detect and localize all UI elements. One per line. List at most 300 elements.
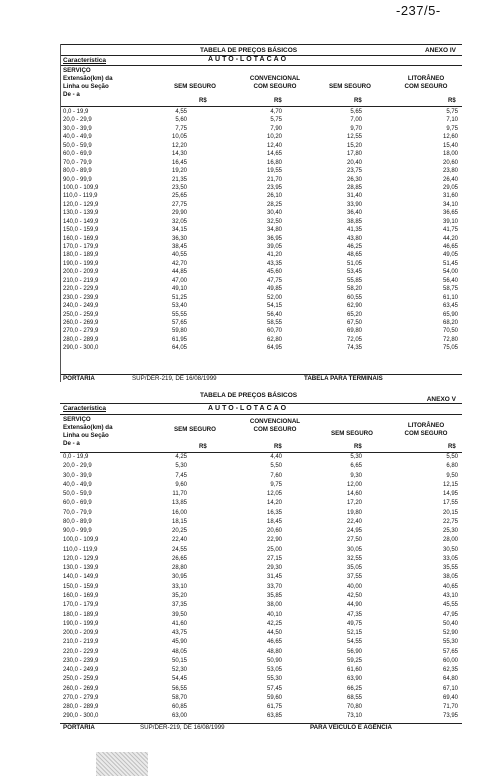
price-cell: 47,75 (266, 277, 282, 284)
price-cell: 33,05 (442, 555, 458, 562)
price-cell: 24,95 (346, 528, 362, 535)
price-cell: 5,50 (270, 463, 282, 470)
price-cell: 28,00 (442, 537, 458, 544)
price-cell: 32,50 (266, 218, 282, 225)
column-header-2 (235, 418, 315, 433)
price-cell: 56,40 (266, 311, 282, 318)
price-cell: 21,70 (266, 176, 282, 183)
table-row (60, 243, 462, 251)
price-cell: 25,30 (442, 528, 458, 535)
price-cell: 38,05 (442, 574, 458, 581)
price-cell: 50,15 (171, 657, 187, 664)
price-cell: 56,55 (171, 685, 187, 692)
price-cell: 6,80 (446, 463, 458, 470)
price-cell: 28,80 (171, 565, 187, 572)
price-cell: 70,50 (442, 328, 458, 335)
price-cell: 16,00 (171, 509, 187, 516)
price-cell: 34,10 (442, 201, 458, 208)
price-cell: 64,95 (266, 345, 282, 352)
range-cell: 290,0 - 300,0 (63, 345, 99, 352)
price-cell: 44,85 (171, 269, 187, 276)
table-row (60, 564, 462, 573)
price-cell: 5,30 (175, 463, 187, 470)
column-header-line1: SEM SEGURO (174, 426, 216, 433)
range-cell: 220,0 - 229,9 (63, 648, 99, 655)
price-cell: 7,45 (175, 472, 187, 479)
table-row (60, 125, 462, 133)
price-cell: 41,60 (171, 620, 187, 627)
price-cell: 28,85 (346, 184, 362, 191)
price-cell: 58,75 (442, 286, 458, 293)
price-cell: 60,00 (442, 657, 458, 664)
range-cell: 50,0 - 59,9 (63, 491, 92, 498)
currency-label-1: R$ (199, 444, 207, 450)
service-name: AUTO-LOTACAO (208, 56, 289, 63)
price-cell: 5,60 (175, 117, 187, 124)
price-cell: 33,10 (171, 583, 187, 590)
column-header-line2: COM SEGURO (253, 82, 297, 90)
currency-label-3: R$ (354, 98, 362, 104)
column-header-1 (155, 83, 235, 91)
table-row (60, 209, 462, 217)
page-number: -237/5- (396, 3, 441, 18)
price-cell: 17,80 (346, 151, 362, 158)
table-row (60, 108, 462, 116)
range-cell: 190,0 - 199,9 (63, 620, 99, 627)
price-cell: 68,20 (442, 319, 458, 326)
range-cell: 240,0 - 249,9 (63, 667, 99, 674)
table-row (60, 302, 462, 310)
table-row (60, 481, 462, 490)
table-row (60, 327, 462, 335)
price-cell: 31,60 (442, 193, 458, 200)
row-header-servico: SERVIÇO (63, 416, 91, 423)
price-cell: 63,00 (171, 713, 187, 720)
table-row (60, 277, 462, 285)
table-title: TABELA DE PREÇOS BÁSICOS (200, 392, 298, 399)
range-cell: 70,0 - 79,9 (63, 159, 92, 166)
table-row (60, 675, 462, 684)
service-rule (60, 65, 462, 66)
range-cell: 250,0 - 259,9 (63, 311, 99, 318)
table-row (60, 490, 462, 499)
price-cell: 14,30 (171, 151, 187, 158)
price-cell: 26,10 (266, 193, 282, 200)
price-cell: 55,30 (442, 639, 458, 646)
price-cell: 59,60 (266, 694, 282, 701)
table-row (60, 657, 462, 666)
price-cell: 53,45 (346, 269, 362, 276)
range-cell: 250,0 - 259,9 (63, 676, 99, 683)
price-cell: 58,20 (346, 286, 362, 293)
price-cell: 43,75 (171, 630, 187, 637)
price-cell: 13,85 (171, 500, 187, 507)
row-header-extensao: Extensão(km) da (63, 424, 113, 431)
table-row (60, 685, 462, 694)
price-cell: 64,80 (442, 676, 458, 683)
price-cell: 35,05 (346, 565, 362, 572)
price-cell: 10,20 (266, 134, 282, 141)
price-cell: 57,65 (171, 319, 187, 326)
price-cell: 34,15 (171, 227, 187, 234)
range-cell: 240,0 - 249,9 (63, 303, 99, 310)
column-header-2 (235, 75, 315, 90)
price-cell: 53,05 (266, 667, 282, 674)
price-cell: 65,20 (346, 311, 362, 318)
table-row (60, 601, 462, 610)
price-cell: 51,45 (442, 260, 458, 267)
row-header-servico: SERVIÇO (63, 67, 91, 74)
footer-right: TABELA PARA TERMINAIS (304, 375, 383, 382)
price-cell: 26,30 (346, 176, 362, 183)
table-row (60, 260, 462, 268)
range-cell: 190,0 - 199,9 (63, 260, 99, 267)
price-cell: 67,50 (346, 319, 362, 326)
column-header-line1: SEM SEGURO (331, 430, 373, 437)
price-cell: 5,75 (446, 109, 458, 115)
table-row (60, 235, 462, 243)
range-cell: 30,0 - 39,9 (63, 125, 92, 132)
price-cell: 74,35 (346, 345, 362, 352)
table-row (60, 611, 462, 620)
price-cell: 22,90 (266, 537, 282, 544)
price-cell: 7,00 (350, 117, 362, 124)
price-cell: 15,40 (442, 142, 458, 149)
price-cell: 31,45 (266, 574, 282, 581)
range-cell: 230,0 - 239,9 (63, 294, 99, 301)
price-cell: 30,05 (346, 546, 362, 553)
price-cell: 48,65 (346, 252, 362, 259)
range-cell: 270,0 - 279,9 (63, 328, 99, 335)
table-row (60, 116, 462, 124)
footer-middle: SUP/DER-219, DE 16/08/1999 (140, 724, 225, 731)
price-cell: 41,20 (266, 252, 282, 259)
footer-left: PORTARIA (63, 375, 95, 382)
table-row (60, 536, 462, 545)
price-cell: 29,90 (171, 210, 187, 217)
price-cell: 49,85 (266, 286, 282, 293)
price-cell: 30,50 (442, 546, 458, 553)
range-cell: 60,0 - 69,9 (63, 151, 92, 158)
price-cell: 72,80 (442, 336, 458, 343)
table-row (60, 294, 462, 302)
range-cell: 160,0 - 169,9 (63, 235, 99, 242)
table-row (60, 311, 462, 319)
service-rule (60, 414, 462, 415)
currency-label-3: R$ (354, 444, 362, 450)
table-row (60, 344, 462, 352)
price-cell: 40,00 (346, 583, 362, 590)
footer-left: PORTARIA (63, 724, 95, 731)
table-row (60, 133, 462, 141)
price-cell: 57,45 (266, 685, 282, 692)
price-cell: 42,70 (171, 260, 187, 267)
price-cell: 59,25 (346, 657, 362, 664)
column-header-4 (390, 422, 462, 437)
price-cell: 54,15 (266, 303, 282, 310)
price-cell: 19,20 (171, 168, 187, 175)
price-cell: 45,90 (171, 639, 187, 646)
price-cell: 20,60 (266, 528, 282, 535)
price-cell: 9,70 (350, 125, 362, 132)
table-row (60, 703, 462, 712)
range-cell: 140,0 - 149,9 (63, 574, 99, 581)
title-rule (60, 403, 462, 404)
price-cell: 56,40 (442, 277, 458, 284)
price-cell: 45,60 (266, 269, 282, 276)
price-cell: 24,55 (171, 546, 187, 553)
price-cell: 63,45 (442, 303, 458, 310)
price-cell: 47,35 (346, 611, 362, 618)
table-row (60, 268, 462, 276)
price-cell: 54,45 (171, 676, 187, 683)
header-rule (60, 106, 462, 107)
price-cell: 16,45 (171, 159, 187, 166)
range-cell: 120,0 - 129,9 (63, 555, 99, 562)
range-cell: 0,0 - 19,9 (63, 454, 89, 460)
price-cell: 62,35 (442, 667, 458, 674)
price-cell: 59,80 (171, 328, 187, 335)
column-header-line1: LITORÂNEO (407, 422, 445, 429)
range-cell: 120,0 - 129,9 (63, 201, 99, 208)
price-cell: 70,80 (346, 704, 362, 711)
price-cell: 36,65 (442, 210, 458, 217)
price-cell: 38,00 (266, 602, 282, 609)
price-cell: 15,20 (346, 142, 362, 149)
range-cell: 90,0 - 99,9 (63, 528, 92, 535)
range-cell: 40,0 - 49,9 (63, 481, 92, 488)
price-cell: 22,40 (171, 537, 187, 544)
range-cell: 290,0 - 300,0 (63, 713, 99, 720)
price-cell: 20,15 (442, 509, 458, 516)
table-row (60, 285, 462, 293)
price-cell: 7,75 (175, 125, 187, 132)
price-cell: 42,25 (266, 620, 282, 627)
column-header-line1: CONVENCIONAL (249, 75, 301, 82)
price-cell: 40,55 (171, 252, 187, 259)
price-cell: 46,25 (346, 244, 362, 250)
price-cell: 23,95 (266, 184, 282, 191)
price-cell: 65,90 (442, 311, 458, 318)
price-cell: 47,00 (171, 277, 187, 284)
price-cell: 18,00 (442, 151, 458, 158)
price-cell: 43,10 (442, 592, 458, 599)
table-row (60, 142, 462, 150)
range-cell: 30,0 - 39,9 (63, 472, 92, 479)
table-row (60, 573, 462, 582)
table-row (60, 638, 462, 647)
table-row (60, 472, 462, 481)
range-cell: 260,0 - 269,9 (63, 685, 99, 692)
price-cell: 63,85 (266, 713, 282, 720)
price-cell: 32,55 (346, 555, 362, 562)
price-cell: 12,15 (442, 481, 458, 488)
price-cell: 5,65 (350, 109, 362, 115)
range-cell: 230,0 - 239,9 (63, 657, 99, 664)
row-header-de-a: De - a (63, 440, 80, 447)
price-cell: 29,05 (442, 184, 458, 191)
price-cell: 4,55 (175, 109, 187, 115)
price-cell: 33,70 (266, 583, 282, 590)
table-row (60, 184, 462, 192)
range-cell: 20,0 - 29,9 (63, 117, 92, 124)
price-cell: 52,30 (171, 667, 187, 674)
range-cell: 100,0 - 109,9 (63, 537, 99, 544)
price-cell: 21,35 (171, 176, 187, 183)
price-cell: 73,95 (442, 713, 458, 720)
price-cell: 27,50 (346, 537, 362, 544)
price-cell: 52,90 (442, 630, 458, 637)
price-cell: 37,35 (171, 602, 187, 609)
footer-rule (60, 374, 462, 375)
price-cell: 23,80 (442, 168, 458, 175)
price-cell: 22,75 (442, 518, 458, 525)
price-cell: 73,10 (346, 713, 362, 720)
range-cell: 50,0 - 59,9 (63, 142, 92, 149)
range-cell: 280,0 - 289,9 (63, 704, 99, 711)
price-cell: 49,75 (346, 620, 362, 627)
price-cell: 4,70 (270, 109, 282, 115)
range-cell: 80,0 - 89,9 (63, 168, 92, 175)
range-cell: 210,0 - 219,9 (63, 639, 99, 646)
price-cell: 69,40 (442, 694, 458, 701)
table-row (60, 336, 462, 344)
column-header-3 (312, 430, 392, 438)
price-cell: 58,70 (171, 694, 187, 701)
price-cell: 14,60 (346, 491, 362, 498)
price-cell: 7,90 (270, 125, 282, 132)
price-cell: 44,50 (266, 630, 282, 637)
range-cell: 110,0 - 119,9 (63, 193, 98, 200)
price-cell: 23,75 (346, 168, 362, 175)
price-cell: 50,90 (266, 657, 282, 664)
range-cell: 130,0 - 139,9 (63, 210, 99, 217)
table-body (60, 453, 462, 722)
table-row (60, 546, 462, 555)
price-cell: 45,55 (442, 602, 458, 609)
price-cell: 12,00 (346, 481, 362, 488)
price-cell: 26,65 (171, 555, 187, 562)
price-cell: 28,25 (266, 201, 282, 208)
price-cell: 37,55 (346, 574, 362, 581)
price-cell: 23,50 (171, 184, 187, 191)
price-cell: 43,80 (346, 235, 362, 242)
table-row (60, 462, 462, 471)
price-cell: 48,80 (266, 648, 282, 655)
footer-middle: SUP/DER-219, DE 16/08/1999 (132, 375, 217, 382)
range-cell: 160,0 - 169,9 (63, 592, 99, 599)
price-cell: 16,80 (266, 159, 282, 166)
price-cell: 34,80 (266, 227, 282, 234)
column-header-1 (155, 426, 235, 434)
scan-artifact (96, 752, 148, 776)
price-cell: 61,75 (266, 704, 282, 711)
table-row (60, 527, 462, 536)
annex-label: ANEXO IV (424, 47, 456, 54)
table-row (60, 319, 462, 327)
price-cell: 67,10 (442, 685, 458, 692)
table-row (60, 201, 462, 209)
table-title: TABELA DE PREÇOS BÁSICOS (200, 47, 298, 54)
price-cell: 22,40 (346, 518, 362, 525)
price-cell: 71,70 (442, 704, 458, 711)
price-cell: 48,05 (171, 648, 187, 655)
price-cell: 54,00 (442, 269, 458, 276)
price-cell: 46,65 (266, 639, 282, 646)
currency-label-1: R$ (199, 98, 207, 104)
price-cell: 18,15 (171, 518, 187, 525)
table-row (60, 150, 462, 158)
price-cell: 10,05 (171, 134, 187, 141)
price-cell: 75,05 (442, 345, 458, 352)
price-cell: 43,35 (266, 260, 282, 267)
range-cell: 80,0 - 89,9 (63, 518, 92, 525)
price-cell: 5,75 (270, 117, 282, 124)
column-header-line1: SEM SEGURO (174, 83, 216, 90)
column-header-4 (390, 75, 462, 90)
price-cell: 44,90 (346, 602, 362, 609)
price-cell: 55,30 (266, 676, 282, 683)
price-cell: 52,00 (266, 294, 282, 301)
price-cell: 30,40 (266, 210, 282, 217)
price-cell: 4,40 (270, 454, 282, 460)
table-body (60, 108, 462, 353)
footer-rule (60, 723, 462, 724)
price-cell: 7,10 (446, 117, 458, 124)
price-cell: 64,05 (171, 345, 187, 352)
table-row (60, 620, 462, 629)
price-cell: 11,70 (172, 491, 187, 498)
range-cell: 270,0 - 279,9 (63, 694, 99, 701)
price-cell: 60,85 (171, 704, 187, 711)
table-row (60, 192, 462, 200)
table-row (60, 226, 462, 234)
price-cell: 60,70 (266, 328, 282, 335)
left-border (60, 44, 61, 382)
price-cell: 20,25 (171, 528, 187, 535)
price-cell: 4,25 (175, 454, 187, 460)
price-cell: 12,60 (442, 134, 458, 141)
table-row (60, 159, 462, 167)
currency-label-2: R$ (274, 444, 282, 450)
price-cell: 9,30 (350, 472, 362, 479)
table-row (60, 499, 462, 508)
range-cell: 210,0 - 219,9 (63, 277, 99, 284)
range-cell: 150,0 - 159,9 (63, 583, 99, 590)
price-cell: 9,75 (446, 125, 458, 132)
range-cell: 20,0 - 29,9 (63, 463, 92, 470)
table-row (60, 555, 462, 564)
price-cell: 56,90 (346, 648, 362, 655)
price-cell: 6,65 (350, 463, 362, 470)
table-row (60, 629, 462, 638)
price-cell: 25,00 (266, 546, 282, 553)
currency-label-4: R$ (448, 98, 456, 104)
price-cell: 69,80 (346, 328, 362, 335)
range-cell: 180,0 - 189,9 (63, 252, 99, 259)
price-cell: 19,55 (266, 168, 282, 175)
range-cell: 140,0 - 149,9 (63, 218, 99, 225)
table-row (60, 251, 462, 259)
price-cell: 72,05 (346, 336, 362, 343)
price-cell: 35,20 (171, 592, 187, 599)
price-cell: 12,55 (346, 134, 362, 141)
price-cell: 12,05 (266, 491, 282, 498)
price-cell: 39,05 (266, 244, 282, 250)
price-cell: 39,10 (442, 218, 458, 225)
price-cell: 18,45 (266, 518, 282, 525)
price-cell: 58,55 (266, 319, 282, 326)
